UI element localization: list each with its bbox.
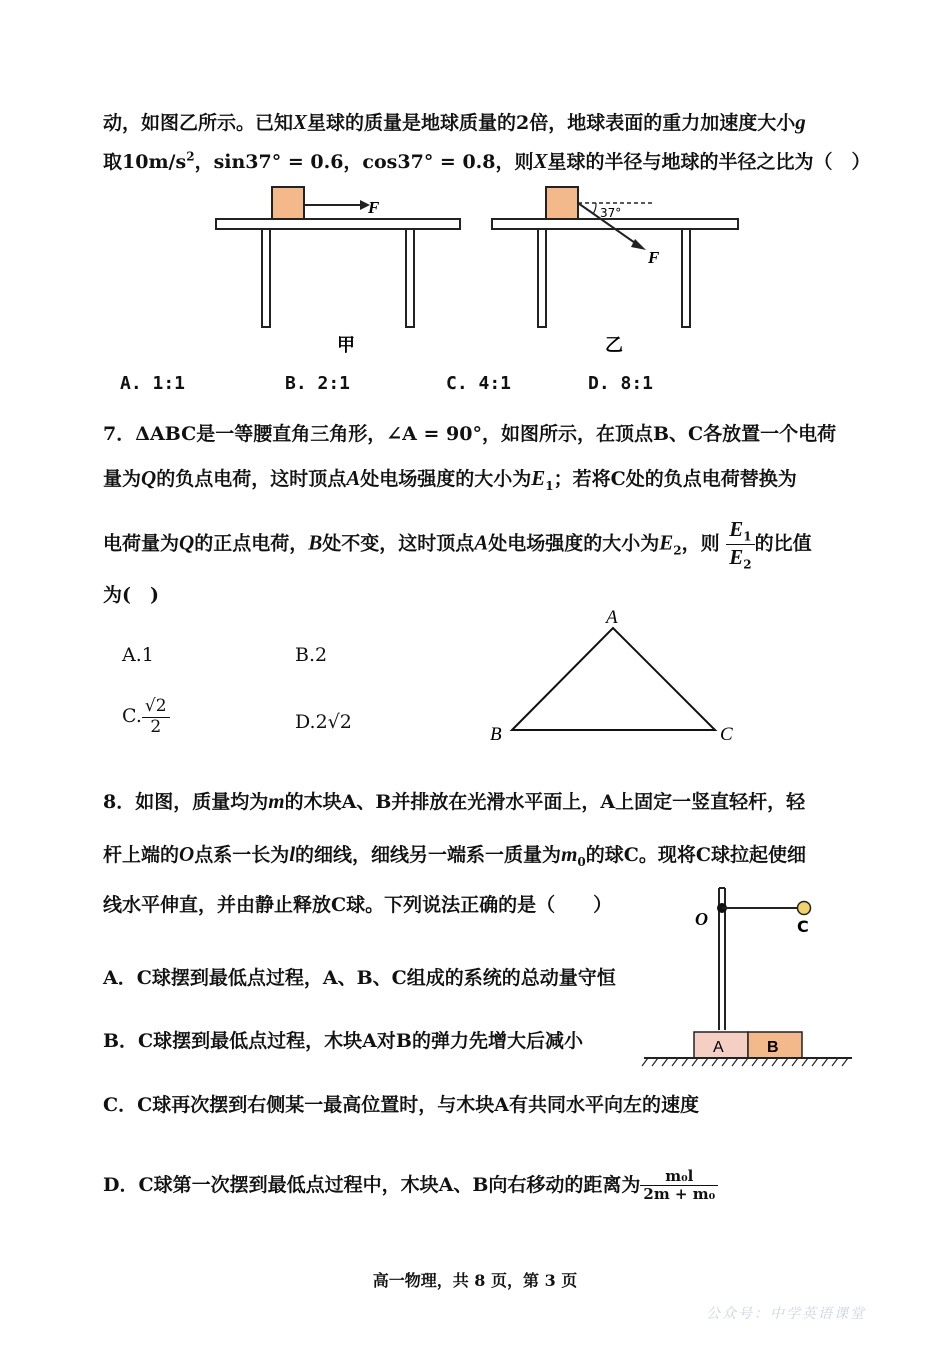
- q8-line-3: 线水平伸直，并由静止释放C球。下列说法正确的是（ ）: [103, 894, 613, 916]
- q7-option-c: C. $\frac{√2}{2}$: [122, 697, 170, 737]
- angle-label-yi: 37°: [600, 206, 622, 220]
- vertex-c-label: C: [720, 724, 733, 745]
- q8-option-d: D．C球第一次摆到最低点过程中，木块A、B向右移动的距离为 $\frac{\text{m₀l}}{\text{2m + m₀}}$: [103, 1168, 718, 1204]
- table-top-jia: [216, 219, 460, 229]
- block-jia: [272, 187, 304, 219]
- table-top-yi: [492, 219, 738, 229]
- q7-option-b: B.2: [295, 644, 328, 666]
- force-label-yi: F: [648, 248, 660, 267]
- label-c: C: [797, 917, 809, 936]
- q8-option-b: B．C球摆到最低点过程，木块A对B的弹力先增大后减小: [103, 1030, 583, 1052]
- force-label-jia: F: [368, 198, 380, 217]
- q6-option-b: B. 2:1: [285, 373, 351, 394]
- q7-option-d: D.2√2: [295, 711, 352, 733]
- figure-label-jia: 甲: [337, 335, 355, 356]
- figure-jia: [210, 183, 470, 363]
- table-leg-left-jia: [262, 229, 270, 327]
- q6-option-c: C. 4:1: [446, 373, 512, 394]
- label-a: A: [713, 1039, 724, 1056]
- table-leg-right-yi: [682, 229, 690, 327]
- table-leg-right-jia: [406, 229, 414, 327]
- q8-line-1: 8．如图，质量均为m的木块A、B并排放在光滑水平面上，A上固定一竖直轻杆，轻: [103, 789, 806, 813]
- watermark: 公众号：中学英语课堂: [706, 1306, 866, 1322]
- vertex-b-label: B: [490, 724, 502, 745]
- q8-line-2: 杆上端的O点系一长为l的细线，细线另一端系一质量为$m_0$的球C。现将C球拉起使细: [103, 842, 807, 869]
- page-footer: 高一物理，共 8 页，第 3 页: [372, 1271, 578, 1290]
- table-leg-left-yi: [538, 229, 546, 327]
- angle-arc-yi: [593, 203, 596, 214]
- q7-line-1: 7．ΔABC是一等腰直角三角形，∠A = 90°，如图所示，在顶点B、C各放置一个电荷: [103, 423, 837, 445]
- q8-option-c: C．C球再次摆到右侧某一最高位置时，与木块A有共同水平向左的速度: [103, 1094, 699, 1116]
- q6-option-a: A. 1:1: [120, 373, 186, 394]
- triangle-abc-figure: [485, 600, 745, 750]
- vertex-a-label: A: [606, 607, 618, 628]
- block-yi: [546, 187, 578, 219]
- q6-option-d: D. 8:1: [588, 373, 654, 394]
- ball-c: [798, 902, 811, 915]
- q7-line-3: 电荷量为Q的正点电荷，B处不变，这时顶点A处电场强度的大小为$E_2$，则 $\frac{E_1}{E_2}$ 的比值: [103, 517, 812, 572]
- label-o: O: [695, 909, 708, 929]
- q6-line-2: 取$10m/s^2$，sin37° = 0.6，cos37° = 0.8，则X星球的半径与地球的半径之比为（ ）: [103, 149, 871, 173]
- label-b: B: [767, 1039, 779, 1056]
- ground-hatching: [642, 1058, 848, 1066]
- q7-line-4: 为( ): [103, 584, 159, 606]
- pendulum-figure: [640, 880, 860, 1070]
- figure-label-yi: 乙: [605, 335, 623, 356]
- e1-over-e2-fraction: $\frac{E_1}{E_2}$: [726, 517, 754, 572]
- q7-line-2: 量为Q的负点电荷，这时顶点A处电场强度的大小为$E_1$；若将C处的负点电荷替换为: [103, 466, 797, 493]
- q7-option-a: A.1: [122, 644, 154, 666]
- triangle-abc: [512, 628, 715, 730]
- q6-line-1: 动，如图乙所示。已知X星球的质量是地球质量的2倍，地球表面的重力加速度大小g: [103, 110, 806, 134]
- q8-option-a: A．C球摆到最低点过程，A、B、C组成的系统的总动量守恒: [103, 967, 616, 989]
- figure-yi: [488, 183, 748, 363]
